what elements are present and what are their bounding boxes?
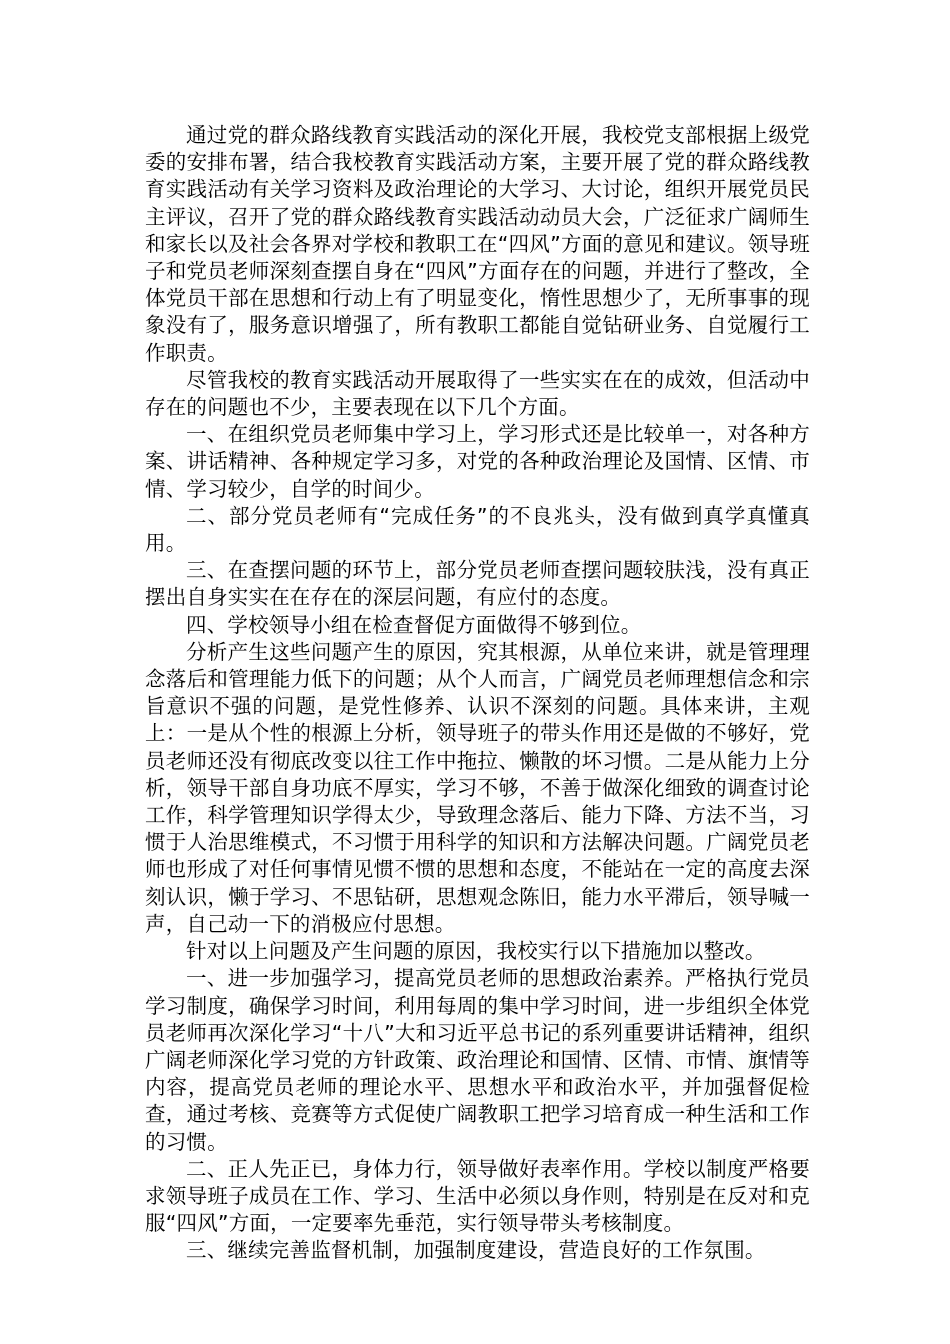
paragraph-problem-1: 一、在组织党员老师集中学习上，学习形式还是比较单一，对各种方案、讲话精神、各种规定学习多，对党的各种政治理论及国情、区情、市情、学习较少，自学的时间少。 <box>145 422 810 501</box>
document-body <box>145 122 810 1265</box>
paragraph-problems-intro: 尽管我校的教育实践活动开展取得了一些实实在在的成效，但活动中存在的问题也不少，主要表现在以下几个方面。 <box>145 367 810 420</box>
paragraph-measure-2: 二、正人先正已，身体力行，领导做好表率作用。学校以制度严格要求领导班子成员在工作、学习、生活中必须以身作则，特别是在反对和克服“四风”方面，一定要率先垂范，实行领导带头考核制度。 <box>145 1156 810 1236</box>
paragraph-intro: 通过党的群众路线教育实践活动的深化开展，我校党支部根据上级党委的安排布署，结合我校教育实践活动方案，主要开展了党的群众路线教育实践活动有关学习资料及政治理论的大学习、大讨论，组织开展党员民主评议，召开了党的群众路线教育实践活动动员大会，广泛征求广阔师生和家长以及社会各界对学校和教职工在“四风”方面的意见和建议。领导班子和党员老师深刻查摆自身在“四风”方面存在的问题，并进行了整改，全体党员干部在思想和行动上有了明显变化，惰性思想少了，无所事事的现象没有了，服务意识增强了，所有教职工都能自觉钻研业务、自觉履行工作职责。 <box>145 123 810 365</box>
paragraph-measure-1: 一、进一步加强学习，提高党员老师的思想政治素养。严格执行党员学习制度，确保学习时间，利用每周的集中学习时间，进一步组织全体党员老师再次深化学习“十八”大和习近平总书记的系列重要讲话精神，组织广阔老师深化学习党的方针政策、政治理论和国情、区情、市情、旗情等内容，提高党员老师的理论水平、思想水平和政治水平，并加强督促检查，通过考核、竞赛等方式促使广阔教职工把学习培育成一种生活和工作的习惯。 <box>145 966 810 1154</box>
paragraph-problem-2: 二、部分党员老师有“完成任务”的不良兆头，没有做到真学真懂真用。 <box>145 503 810 556</box>
paragraph-measure-3: 三、继续完善监督机制，加强制度建设，营造良好的工作氛围。 <box>186 1238 766 1263</box>
paragraph-analysis: 分析产生这些问题产生的原因，究其根源，从单位来讲，就是管理理念落后和管理能力低下的问题；从个人而言，广阔党员老师理想信念和宗旨意识不强的问题，是党性修养、认识不深刻的问题。具体来讲，主观上：一是从个性的根源上分析，领导班子的带头作用还是做的不够好，党员老师还没有彻底改变以往工作中拖拉、懒散的坏习惯。二是从能力上分析，领导干部自身功底不厚实，学习不够，不善于做深化细致的调查讨论工作，科学管理知识学得太少，导致理念落后、能力下降、方法不当，习惯于人治思维模式，不习惯于用科学的知识和方法解决问题。广阔党员老师也形成了对任何事情见惯不惯的思想和态度，不能站在一定的高度去深刻认识，懒于学习、不思钻研，思想观念陈旧，能力水平滞后，领导喊一声，自己动一下的消极应付思想。 <box>145 639 810 936</box>
paragraph-measures-intro: 针对以上问题及产生问题的原因，我校实行以下措施加以整改。 <box>186 939 766 964</box>
paragraph-problem-4: 四、学校领导小组在检查督促方面做得不够到位。 <box>186 612 642 637</box>
paragraph-problem-3: 三、在查摆问题的环节上，部分党员老师查摆问题较肤浅，没有真正摆出自身实实在在存在的深层问题，有应付的态度。 <box>145 558 810 610</box>
